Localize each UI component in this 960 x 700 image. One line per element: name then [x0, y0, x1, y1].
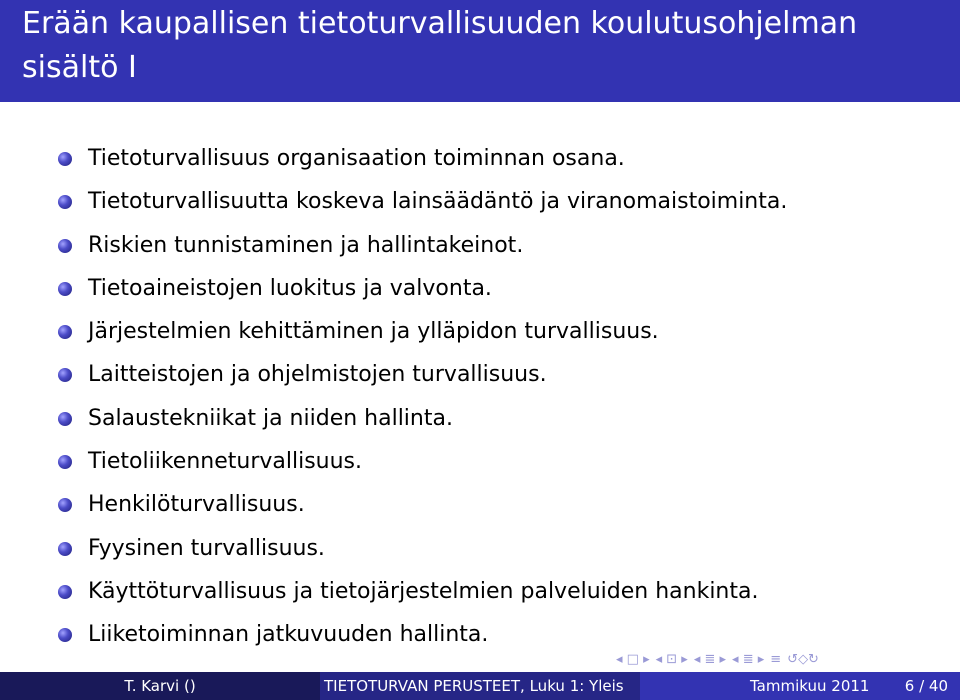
nav-subsection-prev-next-icon[interactable]: ◂ ≣ ▸ — [732, 652, 765, 667]
bullet-icon — [58, 152, 72, 166]
list-item-text: Liiketoiminnan jatkuvuuden hallinta. — [88, 622, 489, 648]
title-bar — [0, 0, 960, 102]
list-item — [0, 180, 787, 223]
bullet-icon — [58, 628, 72, 642]
list-item-text: Käyttöturvallisuus ja tietojärjestelmien palveluiden hankinta. — [88, 578, 759, 604]
list-item-text: Riskien tunnistaminen ja hallintakeinot. — [88, 232, 524, 258]
list-item — [0, 137, 787, 180]
bullet-icon — [58, 455, 72, 469]
bullet-icon — [58, 498, 72, 512]
bullet-list — [0, 137, 787, 657]
list-item-text: Tietoturvallisuus organisaation toiminnan osana. — [88, 146, 625, 171]
slide-title: Erään kaupallisen tietoturvallisuuden koulutusohjelman sisältö I — [22, 6, 858, 85]
list-item — [0, 527, 787, 570]
list-item-text: Järjestelmien kehittäminen ja ylläpidon turvallisuus. — [88, 319, 659, 345]
list-item-text: Fyysinen turvallisuus. — [88, 535, 325, 561]
list-item-text: Laitteistojen ja ohjelmistojen turvallisuus. — [88, 362, 547, 388]
list-item — [0, 397, 787, 440]
nav-frame-prev-next-icon[interactable]: ◂ □ ▸ — [616, 652, 650, 667]
date-text: Tammikuu 2011 — [750, 677, 870, 695]
list-item — [0, 310, 787, 353]
footer — [0, 672, 960, 700]
page-number: 6 / 40 — [904, 677, 948, 695]
bullet-icon — [58, 239, 72, 253]
list-item-text: Tietoturvallisuutta koskeva lainsäädäntö ja viranomaistoiminta. — [88, 189, 788, 215]
list-item-text: Salaustekniikat ja niiden hallinta. — [88, 405, 453, 431]
list-item — [0, 267, 787, 310]
bullet-icon — [58, 325, 72, 339]
list-item — [0, 353, 787, 396]
list-item-text: Tietoaineistojen luokitus ja valvonta. — [88, 275, 492, 301]
nav-align-icon[interactable]: ≡ — [770, 652, 782, 667]
nav-section-prev-next-icon[interactable]: ◂ ≣ ▸ — [693, 652, 727, 667]
bullet-icon — [58, 195, 72, 209]
navigation-bar — [616, 651, 819, 669]
footer-date-page — [640, 672, 960, 700]
list-item-text: Tietoliikenneturvallisuus. — [88, 449, 363, 475]
bullet-icon — [58, 542, 72, 556]
footer-author — [0, 672, 320, 700]
course-text: TIETOTURVAN PERUSTEET, Luku 1: Yleis — [324, 677, 624, 695]
bullet-icon — [58, 368, 72, 382]
nav-search-icon[interactable]: ↺◇↻ — [787, 652, 819, 667]
list-item — [0, 440, 787, 483]
nav-slide-prev-next-icon[interactable]: ◂ ⊡ ▸ — [655, 652, 688, 667]
list-item — [0, 570, 787, 613]
footer-course — [320, 672, 640, 700]
list-item-text: Henkilöturvallisuus. — [88, 492, 305, 518]
bullet-icon — [58, 412, 72, 426]
bullet-icon — [58, 585, 72, 599]
list-item — [0, 224, 787, 267]
author-text: T. Karvi () — [124, 677, 196, 695]
bullet-icon — [58, 282, 72, 296]
list-item — [0, 483, 787, 526]
